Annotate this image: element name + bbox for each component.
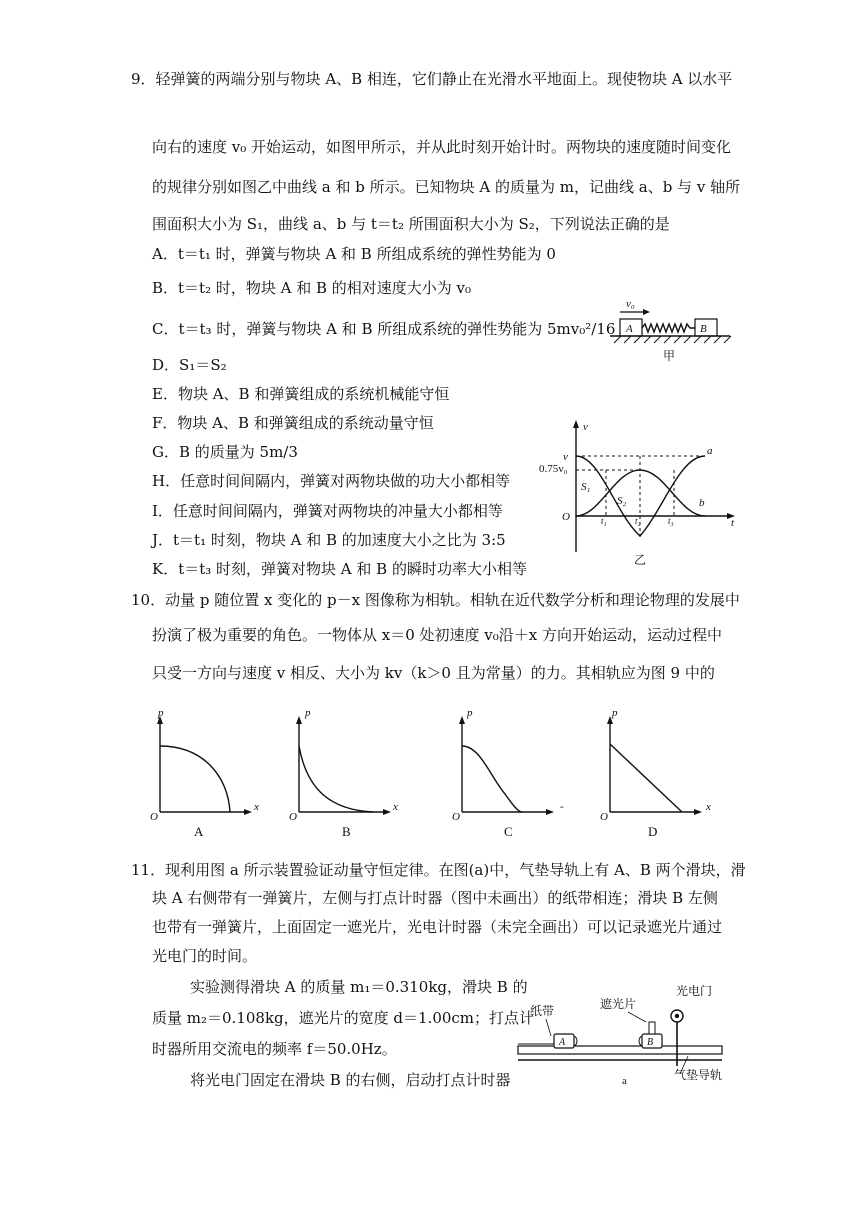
fig-a-label-tape: 纸带 bbox=[530, 1004, 555, 1018]
fig-a-block-a-label: A bbox=[559, 1037, 566, 1048]
fig-yi-t3-label: t₃ bbox=[668, 516, 674, 526]
q9-option-f: F．物块 A、B 和弹簧组成的系统动量守恒 bbox=[152, 414, 434, 432]
graph-d-caption: D bbox=[648, 824, 658, 839]
q10-graph-d bbox=[598, 706, 718, 842]
graph-b-x-arrow bbox=[383, 809, 391, 815]
fig-jia-block-b-label: B bbox=[700, 323, 707, 335]
q9-option-k: K．t＝t₃ 时刻，弹簧对物块 A 和 B 的瞬时功率大小相等 bbox=[152, 560, 527, 578]
figure-a bbox=[518, 978, 728, 1090]
q9-option-a: A．t＝t₁ 时，弹簧与物块 A 和 B 所组成系统的弹性势能为 0 bbox=[152, 245, 556, 263]
q9-line-3: 的规律分别如图乙中曲线 a 和 b 所示。已知物块 A 的质量为 m，记曲线 a、b 与 v 轴所 bbox=[152, 178, 741, 196]
figure-jia bbox=[600, 294, 740, 366]
graph-a-origin: O bbox=[150, 811, 158, 823]
graph-c-x-arrow bbox=[546, 809, 554, 815]
q9-option-e: E．物块 A、B 和弹簧组成的系统机械能守恒 bbox=[152, 385, 450, 403]
q11-line-2: 块 A 右侧带有一弹簧片，左侧与打点计时器（图中未画出）的纸带相连；滑块 B 左侧 bbox=[152, 889, 718, 907]
fig-yi-v-tick-top: v bbox=[563, 451, 568, 463]
q11-line-4: 光电门的时间。 bbox=[152, 947, 258, 965]
graph-a-x-arrow bbox=[244, 809, 252, 815]
fig-yi-curve-a-label: a bbox=[707, 445, 713, 457]
fig-a-block-b-label: B bbox=[647, 1037, 654, 1048]
q9-option-h: H．任意时间间隔内，弹簧对两物块做的功大小都相等 bbox=[152, 472, 511, 490]
fig-a-label-rail: 气垫导轨 bbox=[674, 1068, 723, 1082]
graph-d-y-label: p bbox=[612, 707, 618, 719]
fig-yi-caption: 乙 bbox=[634, 553, 647, 567]
figure-yi bbox=[539, 418, 745, 574]
fig-jia-spring bbox=[642, 324, 695, 332]
graph-c-y-label: p bbox=[467, 707, 473, 719]
fig-yi-s2-label: S₂ bbox=[617, 495, 627, 507]
fig-jia-v0-label: v₀ bbox=[626, 298, 635, 310]
q10-line-1: 10．动量 p 随位置 x 变化的 p－x 图像称为相轨。相轨在近代数学分析和理论物理的发展中 bbox=[131, 591, 740, 609]
graph-a-caption: A bbox=[194, 824, 204, 839]
fig-yi-t1-label: t₁ bbox=[601, 516, 607, 526]
q10-line-3: 只受一方向与速度 v 相反、大小为 kv（k＞0 且为常量）的力。其相轨应为图 9 中的 bbox=[152, 664, 715, 682]
fig-jia-arrow-head bbox=[643, 309, 650, 315]
graph-b-caption: B bbox=[342, 824, 351, 839]
graph-a-curve bbox=[160, 746, 230, 812]
fig-yi-v-arrow bbox=[573, 420, 579, 428]
q10-graph-c bbox=[450, 706, 570, 842]
q11-line-3: 也带有一弹簧片，上面固定一遮光片，光电计时器（未完全画出）可以记录遮光片通过 bbox=[152, 918, 723, 936]
fig-a-pointer-tape bbox=[546, 1019, 551, 1036]
fig-jia-ground-hatch bbox=[614, 336, 731, 343]
fig-jia-caption: 甲 bbox=[663, 349, 676, 363]
fig-yi-origin: O bbox=[562, 511, 570, 523]
q9-option-d: D．S₁＝S₂ bbox=[152, 356, 227, 374]
q9-option-i: I．任意时间间隔内，弹簧对两物块的冲量大小都相等 bbox=[152, 502, 503, 520]
fig-yi-v-tick-mid: 0.75v₀ bbox=[539, 463, 568, 475]
graph-b-y-label: p bbox=[305, 707, 311, 719]
q11-line-1: 11．现利用图 a 所示装置验证动量守恒定律。在图(a)中，气垫导轨上有 A、B 两个滑块，滑 bbox=[131, 861, 746, 879]
fig-a-rail bbox=[518, 1046, 722, 1054]
fig-jia-block-a-label: A bbox=[626, 323, 633, 335]
graph-d-origin: O bbox=[600, 811, 608, 823]
q11-para2-line-2: 质量 m₂＝0.108kg，遮光片的宽度 d＝1.00cm；打点计 bbox=[152, 1009, 535, 1027]
q9-line-1: 9．轻弹簧的两端分别与物块 A、B 相连，它们静止在光滑水平地面上。现使物块 A 以水平 bbox=[131, 70, 733, 88]
graph-c-x-label: ˆ bbox=[560, 805, 564, 817]
q9-option-c: C．t＝t₃ 时，弹簧与物块 A 和 B 所组成系统的弹性势能为 5mv₀²/16 bbox=[152, 320, 616, 338]
graph-c-caption: C bbox=[504, 824, 513, 839]
q10-graph-b bbox=[287, 706, 407, 842]
q10-graph-a bbox=[148, 706, 268, 842]
q10-line-2: 扮演了极为重要的角色。一物体从 x＝0 处初速度 v₀沿＋x 方向开始运动，运动过程中 bbox=[152, 626, 723, 644]
graph-d-curve bbox=[610, 744, 682, 812]
graph-a-x-label: x bbox=[254, 801, 259, 813]
graph-c-origin: O bbox=[452, 811, 460, 823]
graph-c-y-arrow bbox=[459, 716, 465, 724]
fig-yi-s1-label: S₁ bbox=[581, 481, 591, 493]
fig-a-gate-lens bbox=[675, 1014, 679, 1018]
fig-yi-t-axis-label: t bbox=[731, 517, 735, 529]
fig-a-label-gate: 光电门 bbox=[676, 984, 713, 998]
fig-a-shade-plate bbox=[649, 1022, 655, 1034]
q9-line-4: 围面积大小为 S₁，曲线 a、b 与 t＝t₂ 所围面积大小为 S₂，下列说法正确的是 bbox=[152, 215, 670, 233]
graph-b-curve bbox=[299, 746, 373, 812]
q9-option-j: J．t＝t₁ 时刻，物块 A 和 B 的加速度大小之比为 3:5 bbox=[152, 531, 506, 549]
graph-b-y-arrow bbox=[296, 716, 302, 724]
fig-yi-curve-b-label: b bbox=[699, 497, 705, 509]
fig-yi-v-axis-label: v bbox=[583, 421, 588, 433]
fig-a-pointer-shade bbox=[628, 1012, 646, 1022]
q11-para2-line-3: 时器所用交流电的频率 f＝50.0Hz。 bbox=[152, 1040, 397, 1058]
q9-line-2: 向右的速度 v₀ 开始运动，如图甲所示，并从此时刻开始计时。两物块的速度随时间变化 bbox=[152, 138, 732, 156]
graph-c-curve bbox=[462, 746, 522, 812]
graph-a-y-label: p bbox=[158, 707, 164, 719]
graph-b-origin: O bbox=[289, 811, 297, 823]
fig-a-caption: a bbox=[622, 1075, 627, 1087]
graph-b-x-label: x bbox=[393, 801, 398, 813]
fig-a-label-shade: 遮光片 bbox=[600, 997, 637, 1011]
q11-para2-line-1: 实验测得滑块 A 的质量 m₁＝0.310kg，滑块 B 的 bbox=[190, 978, 528, 996]
fig-yi-t2-label: t₂ bbox=[635, 516, 641, 526]
q9-option-b: B．t＝t₂ 时，物块 A 和 B 的相对速度大小为 v₀ bbox=[152, 279, 472, 297]
graph-d-x-label: x bbox=[706, 801, 711, 813]
graph-d-x-arrow bbox=[694, 809, 702, 815]
q9-option-g: G．B 的质量为 5m/3 bbox=[152, 443, 298, 461]
q11-para3: 将光电门固定在滑块 B 的右侧，启动打点计时器 bbox=[190, 1071, 511, 1089]
